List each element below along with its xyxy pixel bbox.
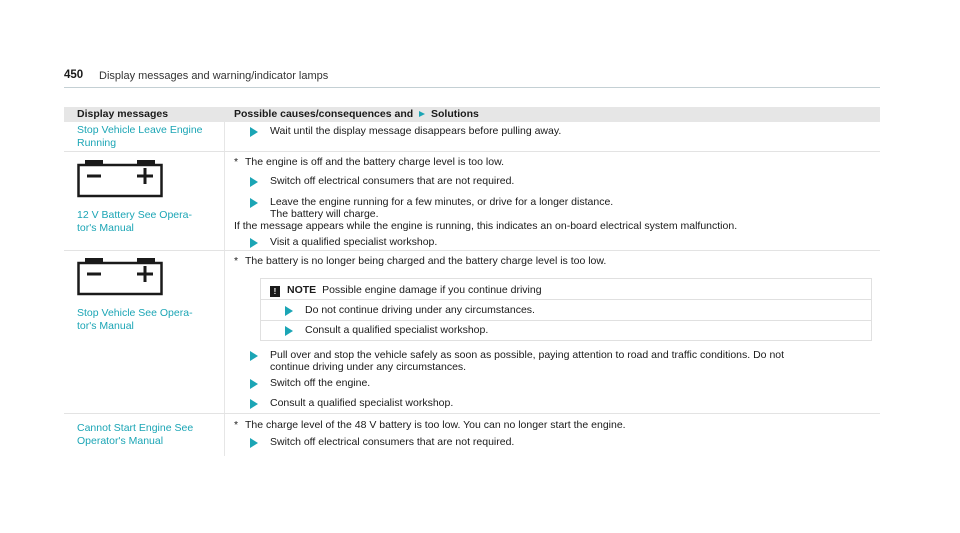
arrow-right-icon xyxy=(250,438,258,448)
table-row xyxy=(64,251,880,414)
arrow-right-icon xyxy=(250,127,258,137)
arrow-right-icon xyxy=(250,198,258,208)
solution-text: Switch off the engine. xyxy=(270,377,371,389)
bullet-mark: * xyxy=(234,255,239,267)
messages-table xyxy=(64,107,880,456)
solution-text: Consult a qualified specialist workshop. xyxy=(270,397,454,409)
solution-text: Pull over and stop the vehicle safely as soon as possible, paying attention to road and traffic conditions. Do not xyxy=(270,349,785,361)
solution-text: continue driving under any circumstances. xyxy=(270,361,467,373)
header-causes: Possible causes/consequences and Solutions xyxy=(234,108,479,120)
table-row xyxy=(64,122,880,152)
note-title: Possible engine damage if you continue driving xyxy=(322,284,542,296)
cause-text: The charge level of the 48 V battery is too low. You can no longer start the engine. xyxy=(245,419,626,431)
solution-text: Visit a qualified specialist workshop. xyxy=(270,236,438,248)
bullet-mark: * xyxy=(234,419,239,431)
cause-text: The battery is no longer being charged and the battery charge level is too low. xyxy=(245,255,607,267)
arrow-right-icon xyxy=(250,177,258,187)
solution-text: Wait until the display message disappears before pulling away. xyxy=(270,125,562,137)
page-header xyxy=(64,69,880,88)
arrow-right-icon xyxy=(250,399,258,409)
if-text: If the message appears while the engine is running, this indicates an on-board electrical system malfunction. xyxy=(234,220,738,232)
note-box xyxy=(260,278,872,341)
solution-text: Leave the engine running for a few minutes, or drive for a longer distance. xyxy=(270,196,614,208)
arrow-right-icon xyxy=(250,379,258,389)
arrow-right-icon xyxy=(285,306,293,316)
page-title: Display messages and warning/indicator lamps xyxy=(99,70,329,82)
message-text: Cannot Start Engine See Operator's Manual xyxy=(77,422,194,447)
table-header xyxy=(64,107,880,122)
battery-icon xyxy=(77,158,163,198)
note-item: Consult a qualified specialist workshop. xyxy=(305,324,489,336)
arrow-right-icon xyxy=(419,111,425,117)
arrow-right-icon xyxy=(250,351,258,361)
arrow-right-icon xyxy=(250,238,258,248)
table-row xyxy=(64,414,880,456)
solution-note: The battery will charge. xyxy=(270,208,379,220)
message-text: Stop Vehicle See Opera- tor's Manual xyxy=(77,307,193,332)
header-display-messages: Display messages xyxy=(77,108,169,120)
page-number: 450 xyxy=(64,69,84,81)
table-row xyxy=(64,152,880,251)
arrow-right-icon xyxy=(285,326,293,336)
battery-icon xyxy=(77,256,163,296)
message-text: Stop Vehicle Leave Engine Running xyxy=(77,124,203,149)
message-text: 12 V Battery See Opera- tor's Manual xyxy=(77,209,192,234)
solution-text: Switch off electrical consumers that are not required. xyxy=(270,175,515,187)
cause-text: The engine is off and the battery charge level is too low. xyxy=(245,156,504,168)
solution-text: Switch off electrical consumers that are not required. xyxy=(270,436,515,448)
exclamation-icon: ! xyxy=(270,286,280,297)
note-label: NOTE xyxy=(287,284,317,296)
bullet-mark: * xyxy=(234,156,239,168)
note-item: Do not continue driving under any circumstances. xyxy=(305,304,535,316)
